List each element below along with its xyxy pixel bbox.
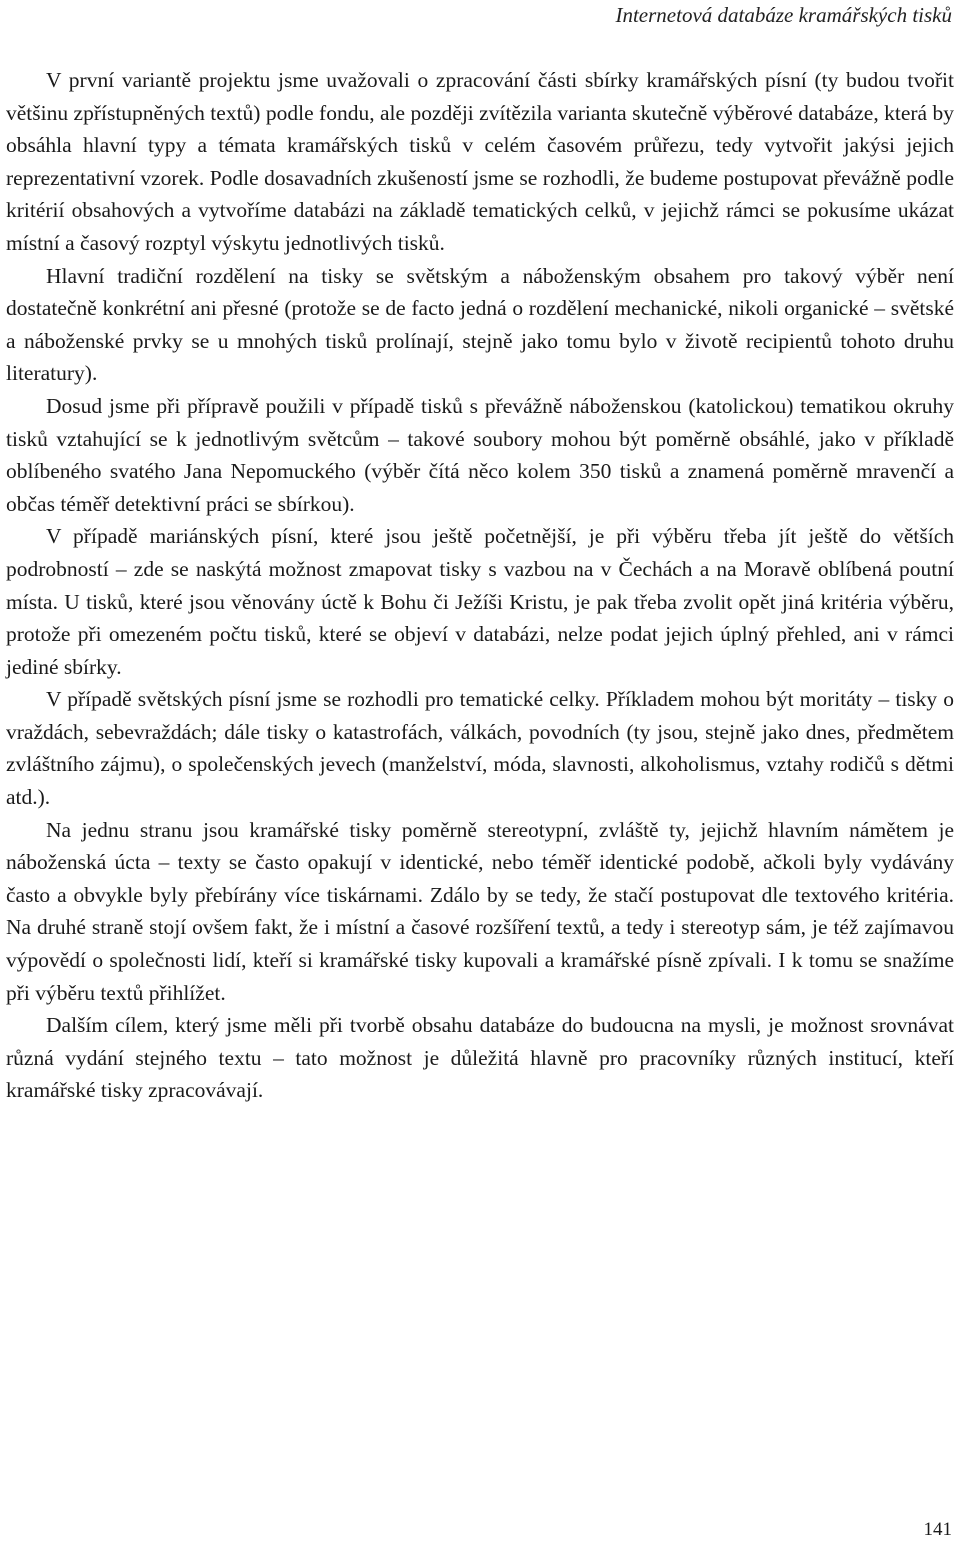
paragraph: V případě světských písní jsme se rozhodli pro tematické celky. Příkladem mohou být moritáty – tisky o vraždách, sebevraždách; dále tisky o katastrofách, válkách, povodních (ty jsou, stejně jako dnes, předmětem zvláštního zájmu), o společenských jevech (manželství, móda, slavnosti, alkoholismus, vztahy rodičů s dětmi atd.). bbox=[6, 687, 954, 810]
running-header: Internetová databáze kramářských tisků bbox=[615, 3, 952, 27]
paragraph: V případě mariánských písní, které jsou ještě početnější, je při výběru třeba jít ještě do větších podrobností – zde se naskýtá možnost zmapovat tisky s vazbou na v Čechách a na Moravě oblíbená poutní místa. U tisků, které jsou věnovány úctě k Bohu či Ježíši Kristu, je pak třeba zvolit opět jiná kritéria výběru, protože při omezeném počtu tisků, které se objeví v databázi, nelze podat jejich úplný přehled, ani v rámci jediné sbírky. bbox=[6, 524, 954, 679]
paragraph: Hlavní tradiční rozdělení na tisky se světským a náboženským obsahem pro takový výběr není dostatečně konkrétní ani přesné (protože se de facto jedná o rozdělení mechanické, nikoli organické – světské a náboženské prvky se u mnohých tisků prolínají, stejně jako tomu bylo v životě recipientů tohoto druhu literatury). bbox=[6, 263, 954, 386]
paragraph: Dosud jsme při přípravě použili v případě tisků s převážně náboženskou (katolickou) tematikou okruhy tisků vztahující se k jednotlivým světcům – takové soubory mohou být poměrně obsáhlé, jako v příkladě oblíbeného svatého Jana Nepomuckého (výběr čítá něco kolem 350 tisků a znamená poměrně mravenčí a občas téměř detektivní práci se sbírkou). bbox=[6, 393, 954, 516]
paragraph: Na jednu stranu jsou kramářské tisky poměrně stereotypní, zvláště ty, jejichž hlavním námětem je náboženská úcta – texty se často opakují v identické, nebo téměř identické podobě, ačkoli byly vydávány často a obvykle byly přebírány více tiskárnami. Zdálo by se tedy, že stačí postupovat dle textového kritéria. Na druhé straně stojí ovšem fakt, že i místní a časové rozšíření textů, a tedy i stereotyp sám, je též zajímavou výpovědí o společnosti lidí, kteří si kramářské tisky kupovali a kramářské písně zpívali. I k tomu se snažíme při výběru textů přihlížet. bbox=[6, 817, 954, 1005]
page-number: 141 bbox=[923, 1519, 952, 1540]
body-text bbox=[6, 64, 954, 1107]
paragraph: V první variantě projektu jsme uvažovali o zpracování části sbírky kramářských písní (ty budou tvořit většinu zpřístupněných textů) podle fondu, ale později zvítězila varianta skutečně výběrové databáze, která by obsáhla hlavní typy a témata kramářských tisků v celém časovém průřezu, tedy vytvořit jakýsi jejich reprezentativní vzorek. Podle dosavadních zkušeností jsme se rozhodli, že budeme postupovat převážně podle kritérií obsahových a vytvoříme databázi na základě tematických celků, v jejichž rámci se pokusíme ukázat místní a časový rozptyl výskytu jednotlivých tisků. bbox=[6, 68, 954, 255]
paragraph: Dalším cílem, který jsme měli při tvorbě obsahu databáze do budoucna na mysli, je možnost srovnávat různá vydání stejného textu – tato možnost je důležitá hlavně pro pracovníky různých institucí, kteří kramářské tisky zpracovávají. bbox=[6, 1013, 954, 1103]
